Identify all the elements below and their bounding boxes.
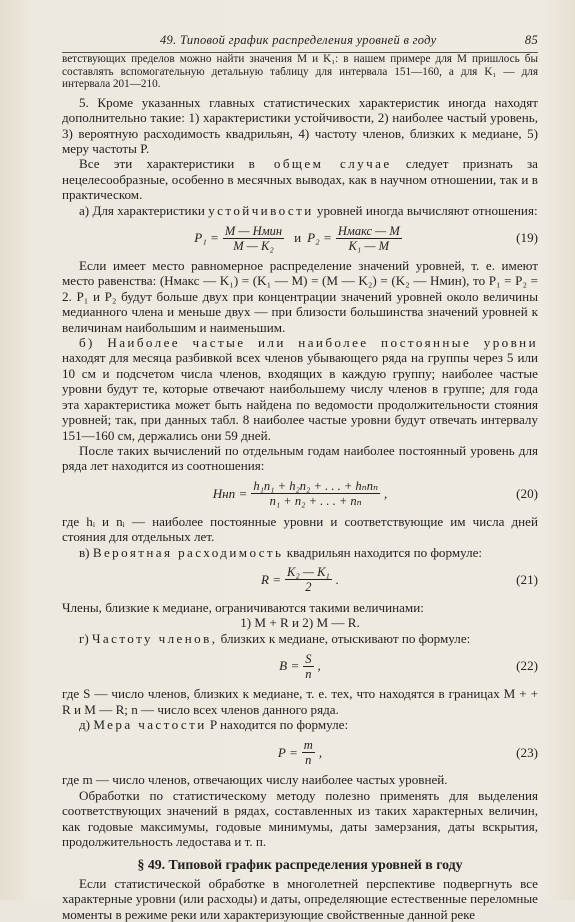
f22-frac: [303, 652, 313, 681]
f19-frac1: [223, 224, 284, 253]
formula-number-19: (19): [516, 230, 538, 246]
general-paragraph: [62, 156, 538, 202]
page-body: [62, 53, 538, 922]
uniform-paragraph: Если имеет место равномерное распределение значений уровней, т. е. имеют место равенства: (Hмакс — K₁) = (K₁ — M) = (M — K₂) = (K₂ — Hмин), то P₁ = P₂ = 2. P₁ и P₂ будут больше двух при концентрации значений уровней около величины медианного члена и меньше двух — при близости большинства значений уровней к величинам наибольшим и наименьшим.: [62, 258, 538, 335]
item-v-spaced: Вероятная расходимость: [92, 544, 284, 560]
item-g-text-a: г): [79, 630, 89, 646]
item-a-text-a: а) Для характеристики: [79, 202, 205, 218]
formula-20: [62, 476, 538, 512]
f23-lhs: P =: [277, 744, 298, 760]
members-paragraph: Члены, близкие к медиане, ограничиваются такими величинами:: [62, 599, 424, 615]
item-g-spaced: Частоту членов,: [92, 630, 218, 646]
item-a-paragraph: [62, 203, 538, 218]
f23-tail: ,: [318, 744, 323, 760]
item-v-text-b: квадрильян находится по формуле:: [286, 544, 483, 560]
formula-19: [62, 220, 538, 256]
formula-22: [62, 648, 538, 684]
item-v-text-a: в): [79, 544, 90, 560]
item-5-paragraph: 5. Кроме указанных главных статистических характеристик иногда находят дополнительно такие: 1) характеристики устойчивости, 2) наиболее частый уровень, 3) вероятную расходимость квадрильян, 4) частоту членов, близких к медиане, 5) меру частоты P.: [62, 94, 538, 156]
f19-den2: K₁ — M: [348, 238, 390, 253]
where-20-paragraph: где hᵢ и nᵢ — наиболее постоянные уровни и соответствующие им числа дней стояния для отдельных лет.: [62, 513, 538, 545]
f21-num: K₂ — K₁: [287, 565, 330, 580]
item-b-spaced: б) Наиболее частые или наиболее постоянные уровни: [79, 335, 538, 351]
f22-den: n: [305, 666, 312, 681]
formula-number-23: (23): [516, 744, 538, 760]
f20-den-expr: n₁ + n₂ + . . . + nₙ: [269, 494, 362, 509]
f19-num1: M — Hмин: [224, 223, 283, 238]
item-d-text-b: P находится по формуле:: [209, 716, 349, 732]
item-a-text-b: уровней иногда вычисляют отношения:: [316, 202, 538, 218]
f21-tail: .: [335, 572, 340, 588]
f19-p2: P₂ =: [307, 230, 332, 246]
f21-lhs: R =: [260, 572, 282, 588]
f23-num: m: [303, 737, 313, 752]
item-a-spaced: устойчивости: [208, 202, 314, 218]
f19-frac2: [336, 224, 402, 253]
formula-23: [62, 734, 538, 770]
intro-paragraph: ветствующих пределов можно найти значения M и K₁: в нашем примере для M пришлось бы составлять вспомогательную детальную таблицу для интервала 151—160, а для K₁ — для интервала 201—210.: [62, 53, 538, 91]
section-heading: § 49. Типовой график распределения уровней в году: [137, 857, 463, 873]
general-spaced: в общем случае: [248, 156, 392, 172]
f22-num: S: [305, 651, 312, 666]
f21-frac: [285, 565, 332, 594]
f22-tail: ,: [317, 658, 321, 674]
where-22-paragraph: где S — число членов, близких к медиане, т. е. тех, что находятся в границах M + + R и M — R; n — число всех членов данного ряда.: [62, 686, 538, 717]
general-text-a: Все эти характеристики: [79, 156, 235, 172]
item-d-text-a: д): [79, 716, 91, 732]
f23-frac: [302, 738, 315, 767]
header-title: 49. Типовой график распределения уровней в году: [160, 33, 437, 47]
item-g-text-b: близких к медиане, отыскивают по формуле:: [220, 630, 471, 646]
members-equation: 1) M + R и 2) M — R.: [240, 615, 360, 631]
f20-frac: [251, 479, 380, 508]
f19-p1: P₁ =: [194, 230, 219, 246]
where-23-paragraph: где m — число членов, отвечающих числу наиболее частых уровней.: [62, 772, 448, 788]
last-paragraph: Если статистической обработке в многолетней перспективе подвергнуть все характерные уровни (или расходы) и даты, определяющие естественные переломные моменты в режиме реки или характеризующие свойственные данной реке: [62, 875, 538, 922]
f21-den: 2: [305, 580, 312, 595]
running-header: [62, 0, 538, 53]
item-g-paragraph: [62, 631, 538, 646]
item-b-paragraph: [62, 335, 538, 443]
formula-number-21: (21): [516, 572, 538, 588]
f20-tail: ,: [384, 486, 388, 502]
formula-number-20: (20): [516, 486, 538, 502]
f19-num2: Hмакс — M: [337, 223, 400, 238]
item-d-paragraph: [62, 717, 538, 732]
f22-lhs: B =: [279, 658, 300, 674]
page-number: 85: [524, 33, 538, 47]
f20-lhs: Hнп =: [212, 486, 248, 502]
f19-den1: M — K₂: [233, 238, 274, 253]
after-paragraph: После таких вычислений по отдельным годам наиболее постоянный уровень для ряда лет находится из соотношения:: [62, 442, 538, 474]
processing-paragraph: Обработки по статистическому методу полезно применять для выделения соответствующих значений в рядах, составленных из таких характерных величин, как годовые максимумы, годовые минимумы, даты замерзания, даты вскрытия, продолжительность ледостава и т. п.: [62, 787, 538, 849]
item-b-text: находят для месяца разбивкой всех членов убывающего ряда на группы через 5 или 10 см и подсчетом числа членов, входящих в каждую группу; наиболее частые уровни будут те, которые отвечают наибольшему числу членов в группе; для года эта характеристика может быть найдена по ведомости продолжительности стояния уровней; так, при данных табл. 8 наиболее частые уровни будут отвечать интервалу 151—160 см, держались они 59 дней.: [62, 350, 538, 443]
f20-num-expr: h₁n₁ + h₂n₂ + . . . + hₙnₙ: [253, 479, 379, 494]
item-v-paragraph: [62, 545, 538, 560]
general-text-b: следует признать за нецелесообразные, особенно в месячных выводах, как в научном отношении, так и в практическом.: [62, 156, 538, 203]
formula-number-22: (22): [516, 658, 538, 674]
item-d-spaced: Мера частости: [93, 716, 207, 732]
formula-21: [62, 562, 538, 598]
f19-and: и: [294, 230, 302, 246]
f23-den: n: [305, 752, 312, 767]
